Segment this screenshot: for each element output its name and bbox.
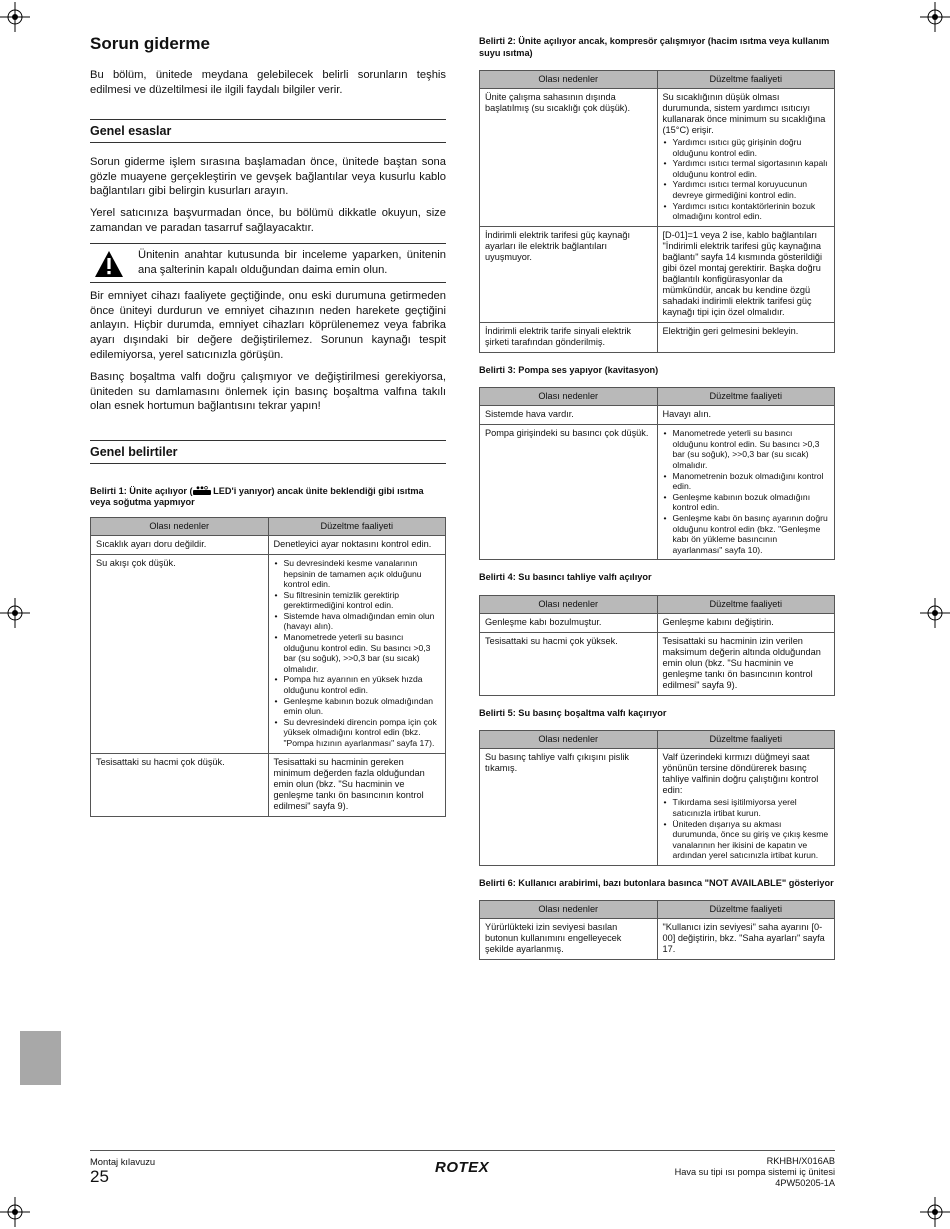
action-cell: Havayı alın. xyxy=(657,406,835,425)
action-list xyxy=(663,797,830,861)
left-column xyxy=(90,34,446,829)
header-cause: Olası nedenler xyxy=(480,731,658,749)
symptom-1-label-part: Belirti 1: Ünite açılıyor ( xyxy=(90,485,193,496)
header-cause: Olası nedenler xyxy=(91,517,269,535)
symptom-3-label: Belirti 3: Pompa ses yapıyor (kavitasyon) xyxy=(479,364,659,375)
symptom-5-table xyxy=(479,730,835,866)
section-heading-text: Genel esaslar xyxy=(90,124,172,139)
list-item: • Genleşme kabının bozuk olmadığını kontrol edin. xyxy=(663,492,830,513)
symptom-1-table xyxy=(90,517,446,817)
action-cell: Tesisattaki su hacminin gereken minimum değerden fazla olduğundan emin olun (bkz. "Su hacminin ve genleşme tankı ön basıncının kontrol edilmesi" sayfa 9). xyxy=(268,753,446,816)
table-row xyxy=(480,919,835,960)
cause-cell: Sistemde hava vardır. xyxy=(480,406,658,425)
paragraph: Yerel satıcınıza başvurmadan önce, bu bölümü dikkatle okuyun, size zamandan ve paradan tasarruf sağlayacaktır. xyxy=(90,206,446,234)
symptom-2-label: Belirti 2: Ünite açılıyor ancak, kompresör çalışmıyor (hacim ısıtma veya kullanım suyu ısıtma) xyxy=(479,36,830,58)
led-indicator-icon xyxy=(193,486,211,495)
registration-mark-bottom-left-icon xyxy=(0,1197,30,1227)
symptom-6-table xyxy=(479,900,835,960)
list-item: • Genleşme kabı ön basınç ayarının doğru olduğunu kontrol edin (bkz. "Genleşme kabı ön yükleme basıncının ayarlanması" sayfa 10). xyxy=(663,513,830,555)
cause-cell: Tesisattaki su hacmi çok düşük. xyxy=(91,753,269,816)
symptom-2-table xyxy=(479,70,835,353)
table-row xyxy=(91,753,446,816)
action-text: Valf üzerindeki kırmızı düğmeyi saat yönünün tersine döndürerek basınç tahliye valfinin doğru çalıştığını kontrol edin: xyxy=(662,752,819,796)
list-item: • Manometrenin bozuk olmadığını kontrol edin. xyxy=(663,471,830,492)
table-row xyxy=(480,425,835,560)
cause-cell: Ünite çalışma sahasının dışında başlatılmış (su sıcaklığı çok düşük). xyxy=(480,89,658,227)
document-code: 4PW50205-1A xyxy=(775,1178,835,1188)
table-header-row xyxy=(480,731,835,749)
action-cell: "Kullanıcı izin seviyesi" saha ayarını [0-00] değiştirin, bkz. "Saha ayarları" sayfa 17. xyxy=(657,919,835,960)
header-cause: Olası nedenler xyxy=(480,595,658,613)
list-item: • Tıkırdama sesi işitilmiyorsa yerel satıcınızla irtibat kurun. xyxy=(663,797,830,818)
header-action: Düzeltme faaliyeti xyxy=(657,388,835,406)
table-row xyxy=(480,226,835,322)
action-cell xyxy=(657,89,835,227)
table-row xyxy=(480,613,835,632)
symptom-3-table xyxy=(479,387,835,560)
table-row xyxy=(480,406,835,425)
intro-paragraph: Bu bölüm, ünitede meydana gelebilecek belirli sorunların teşhis edilmesi ve düzeltilmesi ile ilgili faydalı bilgiler verir. xyxy=(90,69,446,96)
list-item: • Yardımcı ısıtıcı termal sigortasının kapalı olduğunu kontrol edin. xyxy=(663,158,830,179)
action-cell: Elektriğin geri gelmesini bekleyin. xyxy=(657,322,835,352)
cause-cell: İndirimli elektrik tarifesi güç kaynağı ayarları ile elektrik bağlantıları uyuşmuyor. xyxy=(480,226,658,322)
chapter-tab-marker xyxy=(20,1031,61,1085)
action-cell xyxy=(657,425,835,560)
header-cause: Olası nedenler xyxy=(480,71,658,89)
table-row xyxy=(91,535,446,554)
warning-text: Ünitenin anahtar kutusunda bir inceleme yaparken, ünitenin ana şalterinin kapalı olduğundan daima emin olun. xyxy=(138,249,446,276)
list-item: • Manometrede yeterli su basıncı olduğunu kontrol edin. Su basıncı >0,3 bar (su soğuk), >>0,3 bar (su sıcak) olmalıdır. xyxy=(274,632,441,674)
table-header-row xyxy=(480,388,835,406)
action-list xyxy=(274,558,441,749)
warning-box xyxy=(90,243,446,283)
action-list xyxy=(663,137,830,222)
table-header-row xyxy=(480,71,835,89)
model-code: RKHBH/X016AB xyxy=(766,1156,835,1166)
table-row xyxy=(91,554,446,753)
action-cell xyxy=(268,554,446,753)
list-item: • Sistemde hava olmadığından emin olun (havayı alın). xyxy=(274,611,441,632)
cause-cell: İndirimli elektrik tarife sinyali elektrik şirketi tarafından gönderilmiş. xyxy=(480,322,658,352)
section-heading-text: Genel belirtiler xyxy=(90,444,178,459)
cause-cell: Pompa girişindeki su basıncı çok düşük. xyxy=(480,425,658,560)
action-list xyxy=(663,428,830,555)
registration-mark-bottom-right-icon xyxy=(920,1197,950,1227)
symptom-6-label: Belirti 6: Kullanıcı arabirimi, bazı butonlara basınca "NOT AVAILABLE" gösteriyor xyxy=(479,877,834,888)
section-heading-genel-esaslar xyxy=(90,119,446,143)
list-item: • Pompa hız ayarının en yüksek hızda olduğunu kontrol edin. xyxy=(274,674,441,695)
registration-mark-top-right-icon xyxy=(920,2,950,32)
page-title: Sorun giderme xyxy=(90,34,210,53)
header-action: Düzeltme faaliyeti xyxy=(657,71,835,89)
symptom-1-label-part: LED'i yanıyor) ancak ünite beklendiği gibi ısıtma veya soğutma yapmıyor xyxy=(90,485,424,508)
header-action: Düzeltme faaliyeti xyxy=(657,731,835,749)
header-action: Düzeltme faaliyeti xyxy=(268,517,446,535)
brand-logo: ROTEX xyxy=(435,1159,490,1176)
table-header-row xyxy=(480,595,835,613)
table-row xyxy=(480,749,835,866)
footer-right xyxy=(675,1156,835,1189)
registration-mark-mid-left-icon xyxy=(0,598,30,628)
symptom-1-label xyxy=(90,486,446,509)
manual-name: Montaj kılavuzu xyxy=(90,1156,156,1167)
action-cell: [D-01]=1 veya 2 ise, kablo bağlantıları "İndirimli elektrik tarifesi güç kaynağına bağlantı" sayfa 14 kısmında gösterildiği gibi özel montaj gerektirir. Başka doğru bağlantılı konfigürasyonlar da mümkündür, ancak bu kendine özgü sahadaki indirimli elektrik tarifesi güç kaynağı tipi için özel olmalıdır. xyxy=(657,226,835,322)
header-cause: Olası nedenler xyxy=(480,388,658,406)
list-item: • Genleşme kabının bozuk olmadığından emin olun. xyxy=(274,696,441,717)
list-item: • Yardımcı ısıtıcı termal koruyucunun devreye girmediğini kontrol edin. xyxy=(663,179,830,200)
list-item: • Üniteden dışarıya su akması durumunda, önce su giriş ve çıkış kesme vanalarının her ikisini de kapatın ve ardından yerel satıcınızla irtibat kurun. xyxy=(663,819,830,861)
list-item: • Su devresindeki direncin pompa için çok yüksek olmadığını kontrol edin (bkz. "Pompa hızının ayarlanması" sayfa 17). xyxy=(274,717,441,749)
table-row xyxy=(480,632,835,695)
registration-mark-top-left-icon xyxy=(0,2,30,32)
table-row xyxy=(480,322,835,352)
cause-cell: Sıcaklık ayarı doru değildir. xyxy=(91,535,269,554)
product-name: Hava su tipi ısı pompa sistemi iç ünitesi xyxy=(674,1167,835,1177)
paragraph: Basınç boşaltma valfı doğru çalışmıyor ve değiştirilmesi gerekiyorsa, üniteden su damlamasını önlemek için basınç boşaltma valfına takılı olan esnek hortumun bağlantısını tekrar yapın! xyxy=(90,371,446,413)
list-item: • Su filtresinin temizlik gerektirip gerektirmediğini kontrol edin. xyxy=(274,590,441,611)
table-row xyxy=(480,89,835,227)
cause-cell: Tesisattaki su hacmi çok yüksek. xyxy=(480,632,658,695)
paragraph: Bir emniyet cihazı faaliyete geçtiğinde, onu eski durumuna getirmeden önce üniteyi durdurun ve emniyet cihazının neden harekete geçtiğini anlayın. Hiçbir durumda, emniyet cihazları köprülenemez veya fabrika ayarı dışındaki bir değere değiştirilemez. Sorunun kaynağı tespit edilemiyorsa, yerel satıcınızla görüşün. xyxy=(90,290,446,361)
action-cell: Denetleyici ayar noktasını kontrol edin. xyxy=(268,535,446,554)
list-item: • Yardımcı ısıtıcı güç girişinin doğru olduğunu kontrol edin. xyxy=(663,137,830,158)
cause-cell: Genleşme kabı bozulmuştur. xyxy=(480,613,658,632)
action-cell xyxy=(657,749,835,866)
footer-left xyxy=(90,1156,155,1185)
action-cell: Genleşme kabını değiştirin. xyxy=(657,613,835,632)
warning-icon xyxy=(94,250,124,278)
action-cell: Tesisattaki su hacminin izin verilen maksimum değerin altında olduğundan emin olun (bkz. "Su hacminin ve genleşme tankı ön basıncının kontrol edilmesi" sayfa 9). xyxy=(657,632,835,695)
cause-cell: Su basınç tahliye valfı çıkışını pislik tıkamış. xyxy=(480,749,658,866)
paragraph: Sorun giderme işlem sırasına başlamadan önce, ünitede baştan sona gözle muayene gerçekleştirin ve gevşek bağlantılar veya kusurlu kablo bağlantıları gibi belirgin kusurları arayın. xyxy=(90,156,446,198)
table-header-row xyxy=(480,901,835,919)
cause-cell: Yürürlükteki izin seviyesi basılan butonun kullanımını engelleyecek şekilde ayarlanmış. xyxy=(480,919,658,960)
cause-cell: Su akışı çok düşük. xyxy=(91,554,269,753)
symptom-4-label: Belirti 4: Su basıncı tahliye valfı açılıyor xyxy=(479,572,652,583)
symptom-5-label: Belirti 5: Su basınç boşaltma valfı kaçırıyor xyxy=(479,707,667,718)
header-action: Düzeltme faaliyeti xyxy=(657,901,835,919)
list-item: • Su devresindeki kesme vanalarının hepsinin de tamamen açık olduğunu kontrol edin. xyxy=(274,558,441,590)
page-footer xyxy=(90,1150,835,1200)
symptom-4-table xyxy=(479,595,835,696)
header-cause: Olası nedenler xyxy=(480,901,658,919)
registration-mark-mid-right-icon xyxy=(920,598,950,628)
header-action: Düzeltme faaliyeti xyxy=(657,595,835,613)
list-item: • Yardımcı ısıtıcı kontaktörlerinin bozuk olmadığını kontrol edin. xyxy=(663,201,830,222)
list-item: • Manometrede yeterli su basıncı olduğunu kontrol edin. Su basıncı >0,3 bar (su soğuk), >>0,3 bar (su sıcak) olmalıdır. xyxy=(663,428,830,470)
section-heading-genel-belirtiler xyxy=(90,440,446,464)
page-number: 25 xyxy=(90,1167,109,1186)
table-header-row xyxy=(91,517,446,535)
action-text: Su sıcaklığının düşük olması durumunda, sistem yardımcı ısıtıcıyı kullanarak önce minimum su sıcaklığına (15°C) erişir. xyxy=(662,92,826,135)
right-column xyxy=(479,36,835,972)
